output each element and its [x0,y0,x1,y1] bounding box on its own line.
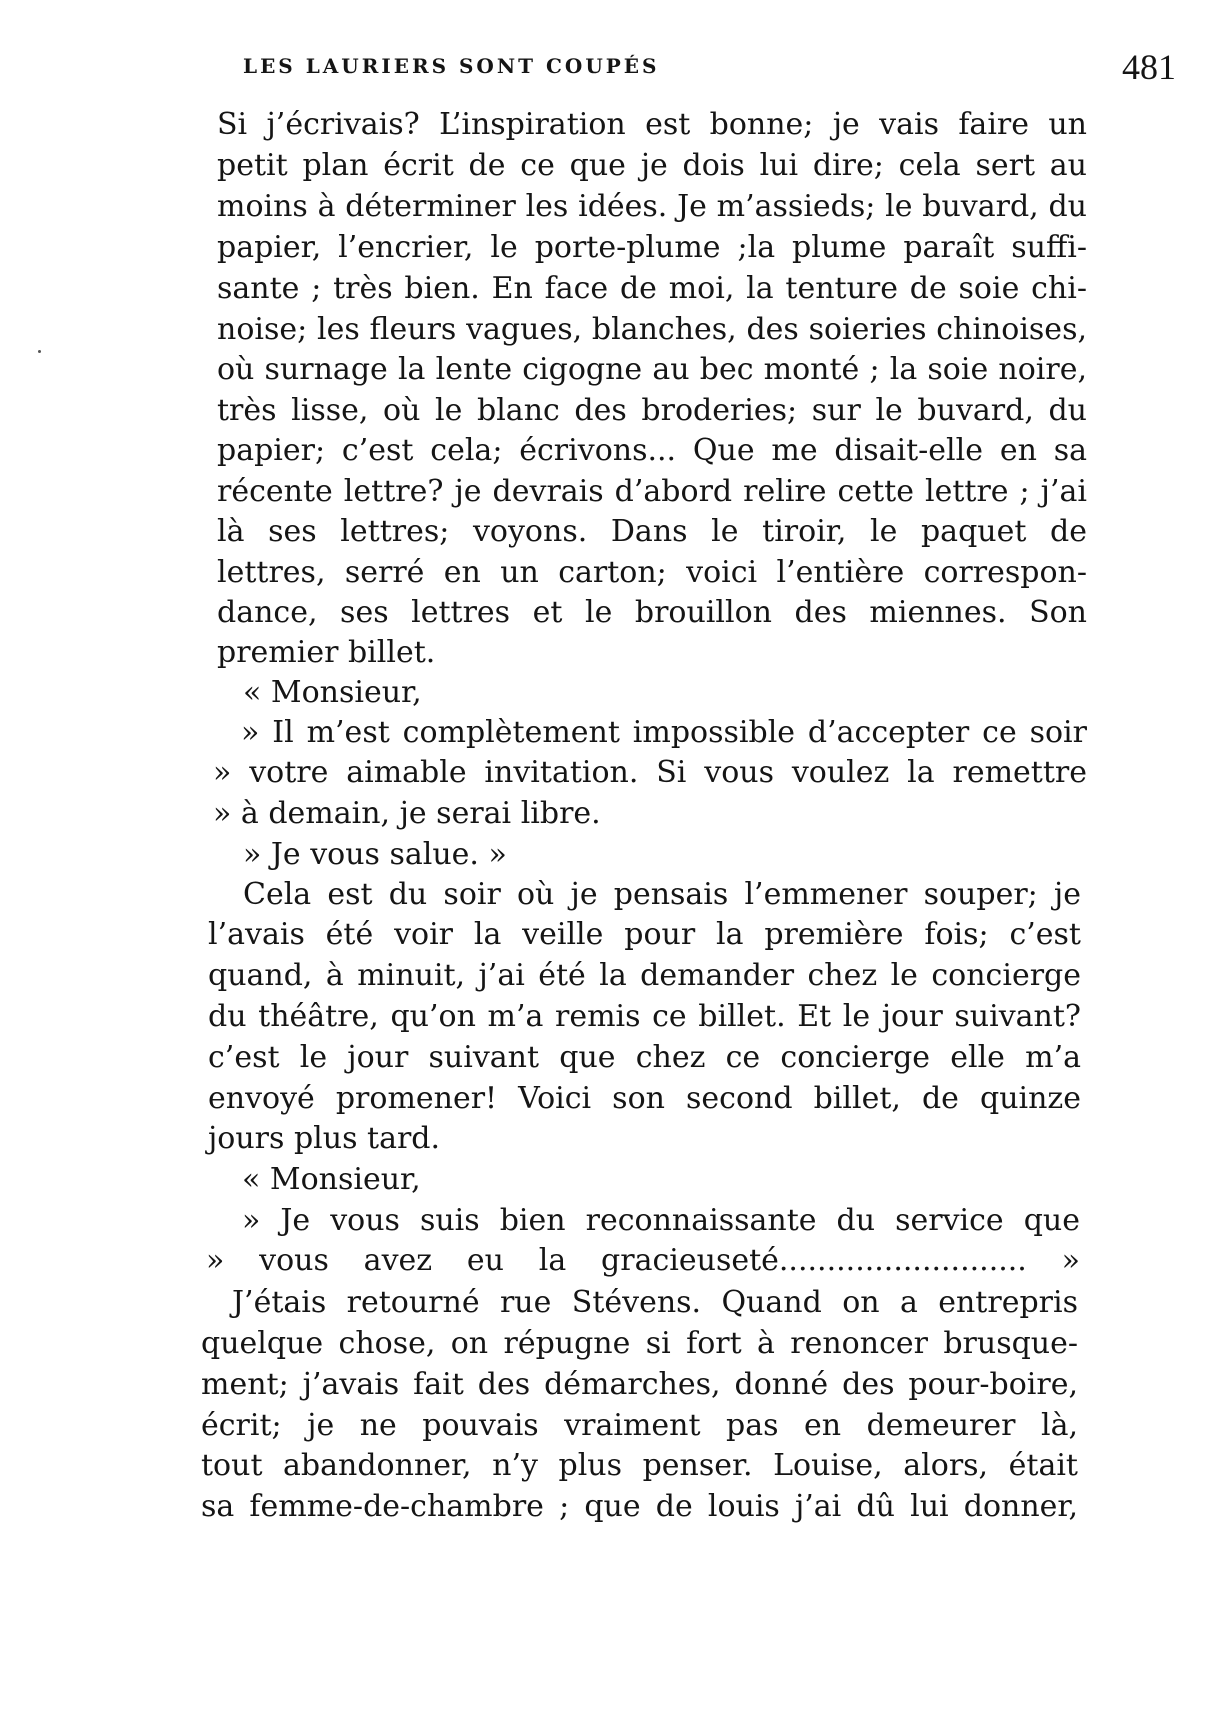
letter-closing: » Je vous salue. » [243,837,507,872]
text-line: quelque chose, on répugne si fort à renoncer brusque- [201,1326,1078,1361]
text-line: sa femme-de-chambre ; que de louis j’ai dû lui donner, [201,1489,1078,1524]
letter-line: » à demain, je serai libre. [213,796,601,831]
text-line: sante ; très bien. En face de moi, la tenture de soie chi- [217,271,1087,306]
text-line: écrit; je ne pouvais vraiment pas en demeurer là, [201,1408,1078,1443]
letter-salutation: « Monsieur, [242,1162,421,1197]
text-line: là ses lettres; voyons. Dans le tiroir, le paquet de [217,514,1087,549]
text-line: petit plan écrit de ce que je dois lui dire; cela sert au [217,148,1087,183]
text-line: récente lettre? je devrais d’abord relire cette lettre ; j’ai [217,474,1087,509]
letter-line: » vous avez eu la gracieuseté.......................... » [206,1243,1080,1278]
text-line: lettres, serré en un carton; voici l’entière correspon- [217,555,1087,590]
text-line: très lisse, où le blanc des broderies; sur le buvard, du [217,393,1087,428]
letter-line: » votre aimable invitation. Si vous voulez la remettre [213,755,1087,790]
text-line: c’est le jour suivant que chez ce concierge elle m’a [208,1040,1081,1075]
text-line: papier, l’encrier, le porte-plume ;la plume paraît suffi- [217,230,1087,265]
text-line: du théâtre, qu’on m’a remis ce billet. Et le jour suivant? [208,999,1081,1034]
text-line: moins à déterminer les idées. Je m’assieds; le buvard, du [217,189,1087,224]
text-line: dance, ses lettres et le brouillon des miennes. Son [217,595,1087,630]
text-line: Si j’écrivais? L’inspiration est bonne; je vais faire un [217,107,1087,142]
text-line: papier; c’est cela; écrivons... Que me disait-elle en sa [217,433,1087,468]
text-line: noise; les fleurs vagues, blanches, des soieries chinoises, [217,312,1087,347]
text-line: premier billet. [217,635,436,670]
text-line: jours plus tard. [208,1121,441,1156]
text-line: où surnage la lente cigogne au bec monté ; la soie noire, [217,352,1087,387]
text-line: envoyé promener! Voici son second billet, de quinze [208,1081,1081,1116]
letter-line: » Il m’est complètement impossible d’accepter ce soir [241,715,1087,750]
running-title: LES LAURIERS SONT COUPÉS [243,54,660,78]
text-line: J’étais retourné rue Stévens. Quand on a entrepris [232,1285,1078,1320]
text-line: ment; j’avais fait des démarches, donné des pour-boire, [201,1367,1078,1402]
page-number: 481 [1122,47,1176,87]
text-line: l’avais été voir la veille pour la première fois; c’est [208,917,1081,952]
letter-line: » Je vous suis bien reconnaissante du service que [242,1203,1080,1238]
text-line: Cela est du soir où je pensais l’emmener souper; je [243,877,1081,912]
text-line: quand, à minuit, j’ai été la demander chez le concierge [208,958,1081,993]
letter-salutation: « Monsieur, [243,675,422,710]
text-line: tout abandonner, n’y plus penser. Louise, alors, était [201,1448,1078,1483]
